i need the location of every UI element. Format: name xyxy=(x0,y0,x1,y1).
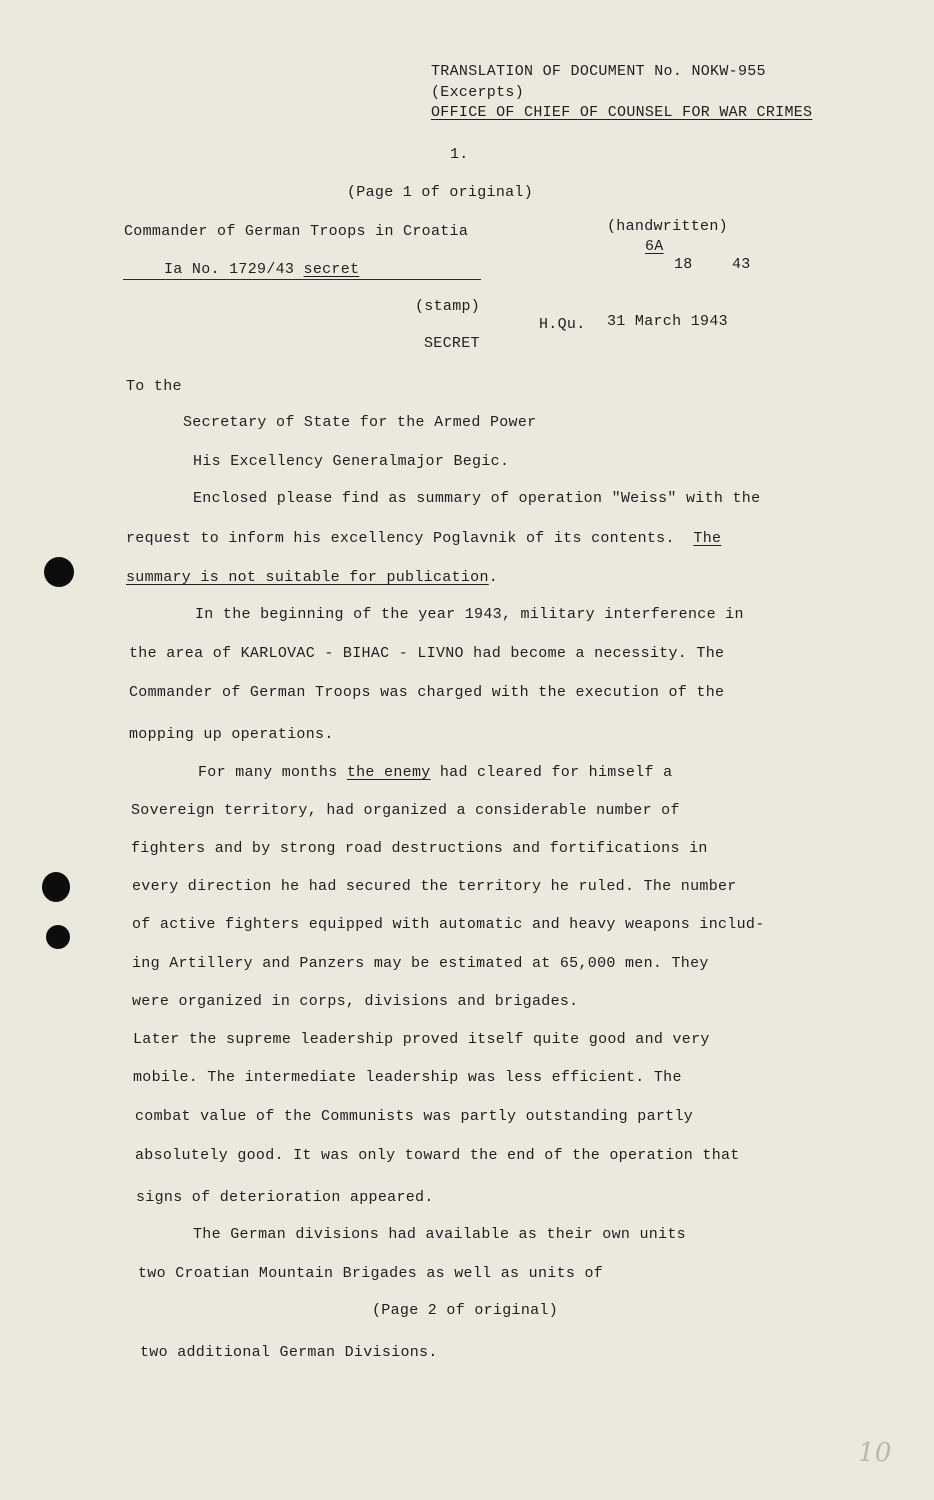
sender-title: Commander of German Troops in Croatia xyxy=(124,223,469,240)
original-page-marker-1: (Page 1 of original) xyxy=(347,184,534,201)
stamp-label: (stamp) xyxy=(415,298,481,315)
reference-number: Ia No. 1729/43 xyxy=(164,261,304,278)
para1-line-3-end: . xyxy=(488,569,499,586)
punch-hole-2 xyxy=(42,872,70,902)
sender-underline xyxy=(123,279,481,280)
handwritten-page-number: 10 xyxy=(858,1438,892,1468)
para1-line-2 xyxy=(126,530,721,547)
para2-line-2: the area of KARLOVAC - BIHAC - LIVNO had become a necessity. The xyxy=(129,645,725,662)
para2-line-3: Commander of German Troops was charged with the execution of the xyxy=(129,684,725,701)
para3-the-enemy-underlined: the enemy xyxy=(346,764,431,781)
sender-reference xyxy=(164,261,359,278)
original-page-marker-2: (Page 2 of original) xyxy=(372,1302,559,1319)
para3-line-2: Sovereign territory, had organized a considerable number of xyxy=(131,802,680,819)
doc-header-office: OFFICE OF CHIEF OF COUNSEL FOR WAR CRIMES xyxy=(431,104,813,121)
doc-header-title: TRANSLATION OF DOCUMENT No. NOKW-955 xyxy=(431,63,766,80)
para3-line-11: absolutely good. It was only toward the end of the operation that xyxy=(135,1147,740,1164)
letter-date: 31 March 1943 xyxy=(607,313,728,330)
page-number: 1. xyxy=(450,146,469,163)
addressee-title: Secretary of State for the Armed Power xyxy=(183,414,537,431)
handwritten-num-1: 18 xyxy=(674,256,693,273)
para3-line-7: were organized in corps, divisions and brigades. xyxy=(132,993,579,1010)
para3-line-8: Later the supreme leadership proved itself quite good and very xyxy=(133,1031,710,1048)
addressee-name: His Excellency Generalmajor Begic. xyxy=(193,453,510,470)
para4-line-2: two Croatian Mountain Brigades as well as units of xyxy=(138,1265,604,1282)
date-place: H.Qu. xyxy=(539,316,586,333)
stamp-secret: SECRET xyxy=(424,335,480,352)
para1-line-1: Enclosed please find as summary of operation "Weiss" with the xyxy=(193,490,761,507)
punch-hole-3 xyxy=(46,925,70,949)
handwritten-code: 6A xyxy=(645,238,664,255)
para2-line-1: In the beginning of the year 1943, military interference in xyxy=(195,606,744,623)
para1-line-2-underlined: The xyxy=(693,530,722,547)
closing-line: two additional German Divisions. xyxy=(140,1344,438,1361)
handwritten-label: (handwritten) xyxy=(607,218,728,235)
para1-line-3 xyxy=(126,569,498,586)
para3-line-12: signs of deterioration appeared. xyxy=(136,1189,434,1206)
reference-secret: secret xyxy=(303,261,360,278)
para2-line-4: mopping up operations. xyxy=(129,726,334,743)
punch-hole-1 xyxy=(44,557,74,587)
para3-line-10: combat value of the Communists was partly outstanding partly xyxy=(135,1108,694,1125)
para3-line-5: of active fighters equipped with automatic and heavy weapons includ- xyxy=(132,916,765,933)
para3-line-1 xyxy=(198,764,672,781)
para3-line-4: every direction he had secured the territory he ruled. The number xyxy=(132,878,737,895)
para1-not-suitable-underlined: summary is not suitable for publication xyxy=(126,569,489,586)
handwritten-num-2: 43 xyxy=(732,256,751,273)
para3-line-3: fighters and by strong road destructions and fortifications in xyxy=(131,840,708,857)
para3-line-1-a: For many months xyxy=(198,764,347,781)
doc-header-excerpts: (Excerpts) xyxy=(431,84,525,101)
para3-line-6: ing Artillery and Panzers may be estimated at 65,000 men. They xyxy=(132,955,709,972)
para1-line-2-text: request to inform his excellency Poglavnik of its contents. xyxy=(126,530,675,547)
para4-line-1: The German divisions had available as their own units xyxy=(193,1226,686,1243)
para3-line-9: mobile. The intermediate leadership was less efficient. The xyxy=(133,1069,682,1086)
para3-line-1-b: had cleared for himself a xyxy=(430,764,673,781)
addressee-to: To the xyxy=(126,378,182,395)
